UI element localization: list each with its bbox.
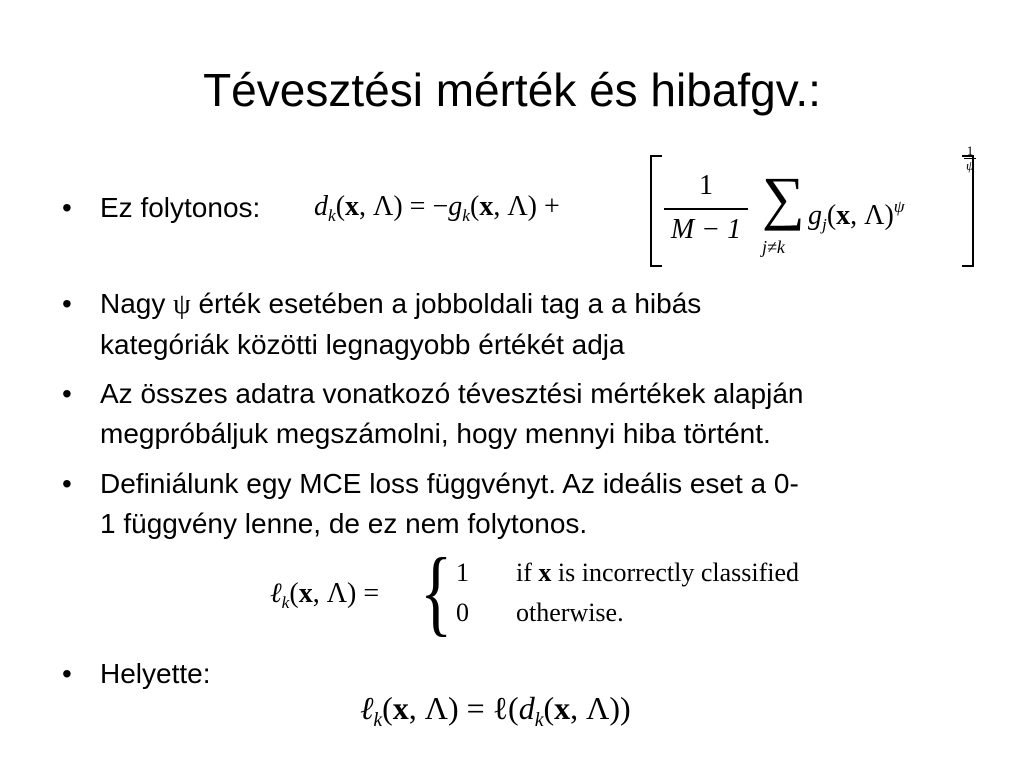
formula1-gj: g — [808, 200, 822, 232]
cases-brace: { — [420, 538, 453, 645]
bullet-item-3 — [62, 374, 980, 454]
formula2-open: ( — [289, 578, 299, 609]
formula3-d-x: x — [554, 690, 571, 726]
bullet-text: érték esetében a jobboldali tag a a hibás — [190, 288, 702, 319]
formula2-l-sub: k — [281, 593, 290, 613]
formula-smooth-loss — [360, 688, 631, 740]
formula1-g: g — [448, 191, 463, 222]
bullet-marker: • — [62, 658, 72, 689]
formula1-gj-close: , Λ) — [850, 200, 894, 232]
bullet-text: kategóriák közötti legnagyobb értékét adja — [100, 329, 625, 360]
formula1-g-open: ( — [469, 191, 480, 222]
formula3-l-sub: k — [373, 708, 383, 731]
case1-rest: is incorrectly classified — [551, 558, 800, 587]
formula3-open: ( — [382, 690, 393, 726]
bullet-text: Definiálunk egy MCE loss függvényt. Az ideális eset a 0- — [100, 468, 799, 499]
slide-title: Tévesztési mérték és hibafgv.: — [203, 64, 821, 116]
case-row-2-condition — [516, 596, 624, 630]
formula2-l: ℓ — [270, 578, 282, 609]
formula1-g-sub: k — [462, 206, 470, 226]
fraction-bar — [664, 208, 748, 210]
bullet-marker: • — [62, 378, 72, 409]
formula2-x: x — [298, 578, 313, 609]
bullet-item-2 — [62, 284, 980, 365]
bullet-item-1 — [62, 188, 261, 228]
formula3-eq: , Λ) = ℓ( — [408, 690, 519, 726]
formula1-x: x — [345, 191, 360, 222]
case1-value: 1 — [456, 558, 469, 587]
formula1-gj-power: ψ — [893, 197, 905, 216]
bullet-text: Az összes adatra vonatkozó tévesztési mértékek alapján — [100, 378, 804, 409]
case2-cond: otherwise. — [516, 598, 624, 627]
outer-power-numerator: 1 — [966, 143, 974, 158]
bullet-text: Ez folytonos: — [100, 192, 261, 223]
formula1-g-x: x — [479, 191, 494, 222]
outer-power-denominator: ψ — [965, 158, 975, 173]
formula1-gj-x: x — [836, 200, 851, 232]
left-bracket — [650, 155, 662, 267]
formula1-d-sub: k — [328, 206, 336, 226]
fraction-denominator: M − 1 — [670, 214, 742, 245]
case1-x: x — [538, 558, 552, 587]
case2-value: 0 — [456, 598, 469, 627]
formula3-x: x — [392, 690, 409, 726]
bullet-text: Nagy — [100, 288, 174, 319]
case-row-2 — [456, 596, 469, 630]
bullet-marker: • — [62, 468, 72, 499]
formula3-d-sub: k — [534, 708, 544, 731]
formula1-plus: , Λ) + — [493, 191, 560, 222]
case-row-1 — [456, 556, 469, 590]
case1-if: if — [516, 558, 539, 587]
sum-index: j≠k — [762, 237, 785, 257]
case-row-1-condition — [516, 556, 799, 590]
formula3-close: , Λ)) — [570, 690, 631, 726]
bullet-item-5 — [62, 654, 211, 694]
psi-symbol: ψ — [173, 289, 191, 320]
formula1-gj-open: ( — [826, 200, 837, 232]
bullet-marker: • — [62, 192, 72, 223]
formula2-eq: , Λ) = — [312, 578, 380, 609]
bullet-text: Helyette: — [100, 658, 211, 689]
formula3-l: ℓ — [360, 690, 374, 726]
formula3-d-open: ( — [543, 690, 555, 726]
formula1-eq: , Λ) = − — [359, 191, 449, 222]
bullet-text: megpróbáljuk megszámolni, hogy mennyi hiba történt. — [100, 418, 771, 449]
bullet-marker: • — [62, 288, 72, 319]
formula1-d: d — [314, 191, 328, 222]
sum-symbol: ∑ — [762, 165, 805, 231]
bullet-text: 1 függvény lenne, de ez nem folytonos. — [100, 508, 588, 539]
fraction-numerator: 1 — [699, 170, 713, 201]
bullet-item-4 — [62, 464, 980, 544]
formula1-open: ( — [335, 191, 346, 222]
formula3-d: d — [518, 690, 535, 726]
formula1-gj-sub: j — [822, 215, 827, 235]
